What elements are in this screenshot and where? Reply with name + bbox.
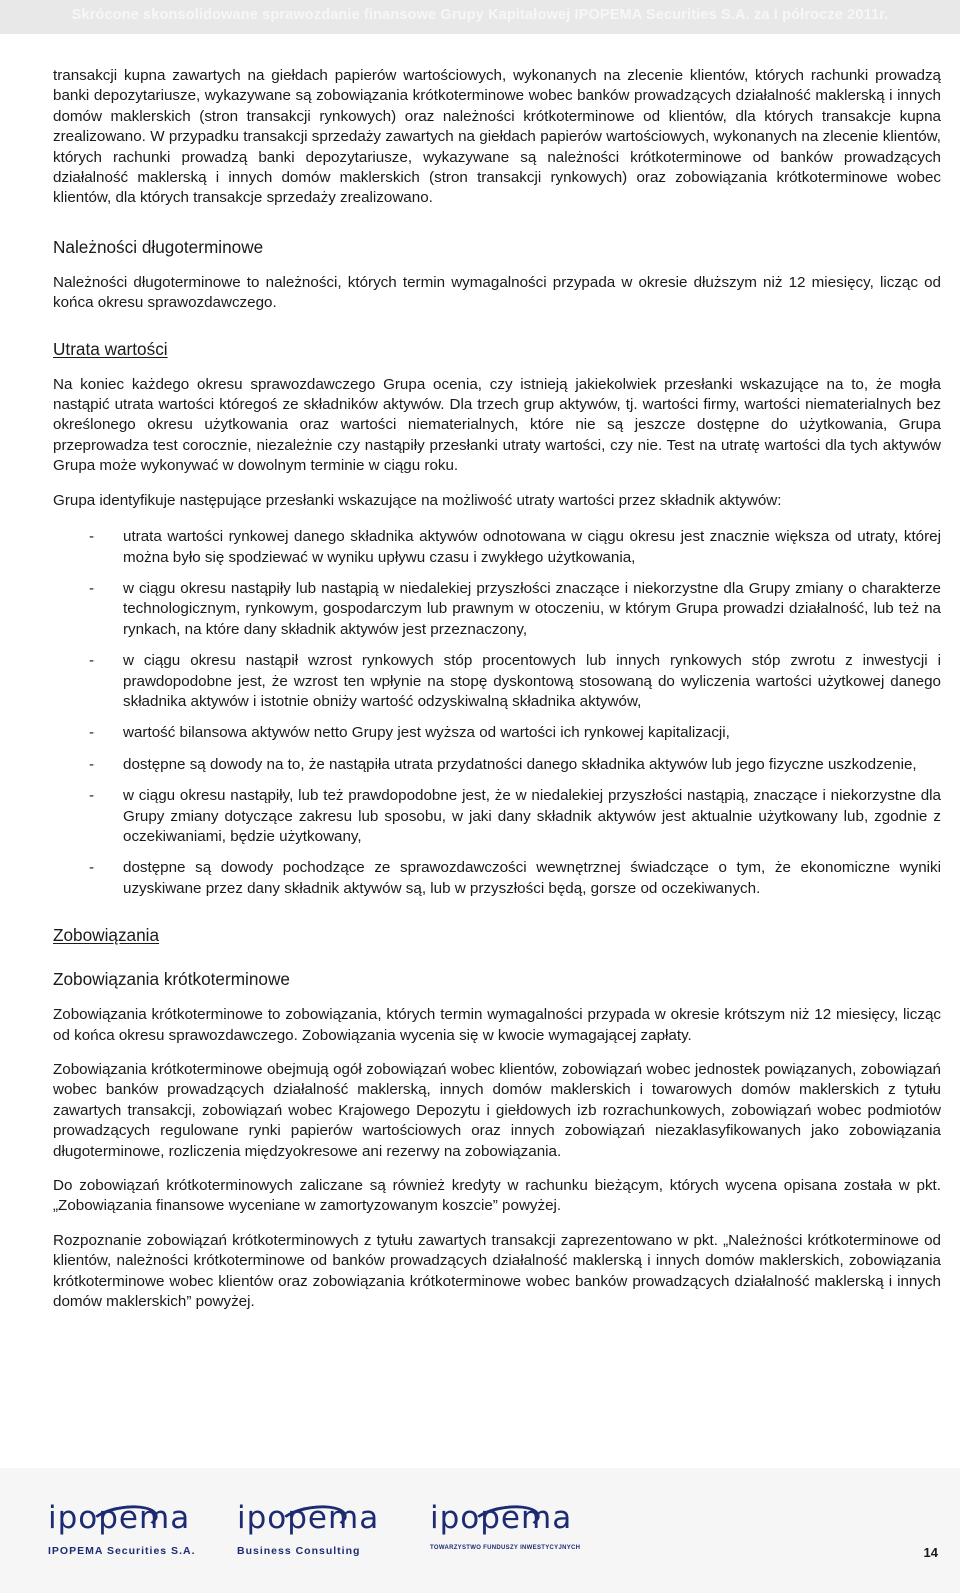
paragraph-liabilities-1: Zobowiązania krótkoterminowe to zobowiązania, których termin wymagalności przypada w okresie krótszym niż 12 miesięcy, licząc od końca okresu sprawozdawczego. Zobowiązania wycenia się w kwocie wymagającej zapłaty. [53,1006,941,1044]
list-dash: - [89,528,95,546]
page-number: 14 [923,1545,938,1560]
logo-subtitle: Business Consulting [237,1545,361,1557]
logo-wordmark: ipopema [48,1500,191,1536]
paragraph-liabilities-3: Do zobowiązań krótkoterminowych zaliczane są również kredyty w rachunku bieżącym, których wycena opisana została w pkt. „Zobowiązania finansowe wyceniane w zamortyzowanym koszcie” powyżej. [53,1177,941,1215]
impairment-indicators-list [53,527,941,899]
list-item [53,858,941,899]
logo-ipopema-tfi [430,1500,580,1564]
list-dash: - [89,724,95,742]
page-header [0,0,960,34]
paragraph-impairment-2: Grupa identyfikuje następujące przesłanki wskazujące na możliwość utraty wartości przez składnik aktywów: [53,491,782,509]
heading-long-term-receivables: Należności długoterminowe [53,236,264,257]
list-item [53,527,941,568]
paragraph-liabilities-2: Zobowiązania krótkoterminowe obejmują ogół zobowiązań wobec klientów, zobowiązań wobec jednostek powiązanych, zobowiązań wobec banków prowadzących działalność maklerską, innych domów maklerskich i towarowych domów maklerskich z tytułu zawartych transakcji, zobowiązań wobec Krajowego Depozytu i giełdowych izb rozrachunkowych, zobowiązań wobec podmiotów prowadzących regulowane rynki papierów wartościowych oraz innych zobowiązań niezaklasyfikowanych jako zobowiązania długoterminowe, rozliczenia międzyokresowe ani rezerwy na zobowiązania. [53,1061,941,1160]
page-footer [0,1468,960,1593]
list-item [53,579,941,640]
logo-ipopema-business-consulting [237,1500,387,1564]
list-item-text: dostępne są dowody na to, że nastąpiła utrata przydatności danego składnika aktywów lub jego fizyczne uszkodzenie, [123,755,917,773]
list-dash: - [89,859,95,877]
heading-liabilities: Zobowiązania [53,925,160,946]
header-title: Skrócone skonsolidowane sprawozdanie finansowe Grupy Kapitałowej IPOPEMA Securities S.A. za I półrocze 2011r. [71,7,889,23]
list-dash: - [89,755,95,773]
logo-wordmark: ipopema [430,1500,573,1536]
logo-subtitle: TOWARZYSTWO FUNDUSZY INWESTYCYJNYCH [430,1545,581,1551]
list-item [53,723,941,743]
heading-short-term-liabilities: Zobowiązania krótkoterminowe [53,969,290,990]
list-dash: - [89,787,95,805]
paragraph-liabilities-4: Rozpoznanie zobowiązań krótkoterminowych z tytułu zawartych transakcji zaprezentowano w pkt. „Należności krótkoterminowe od klientów, należności krótkoterminowe od banków prowadzących działalność maklerską i innych domów maklerskich, zobowiązania krótkoterminowe wobec klientów oraz zobowiązania krótkoterminowe wobec banków prowadzących działalność maklerską i innych domów maklerskich” powyżej. [53,1231,941,1311]
list-item-text: w ciągu okresu nastąpił wzrost rynkowych stóp procentowych lub innych rynkowych stóp zwrotu z inwestycji i prawdopodobne jest, że wzrost ten wpłynie na stopę dyskontową stosowaną do wyliczenia wartości użytkowej danego składnika aktywów i istotnie obniży wartość odzyskiwalną składnika aktywów, [123,652,941,710]
list-item-text: utrata wartości rynkowej danego składnika aktywów odnotowana w ciągu okresu jest znacznie większa od utraty, której można było się spodziewać w wyniku upływu czasu i zwykłego użytkowania, [123,528,941,566]
list-item-text: w ciągu okresu nastąpiły, lub też prawdopodobne jest, że w niedalekiej przyszłości nastąpią, znaczące i niekorzystne dla Grupy zmiany dotyczące zakresu lub sposobu, w jaki dany składnik aktywów jest aktualnie użytkowany lub, zgodnie z oczekiwaniami, będzie użytkowany, [123,787,941,845]
list-dash: - [89,579,95,597]
list-dash: - [89,652,95,670]
heading-impairment: Utrata wartości [53,338,168,359]
logo-subtitle: IPOPEMA Securities S.A. [48,1545,196,1557]
list-item [53,786,941,847]
document-body [53,66,941,1326]
paragraph-impairment-1: Na koniec każdego okresu sprawozdawczego Grupa ocenia, czy istnieją jakiekolwiek przesłanki wskazujące na to, że mogła nastąpić utrata wartości któregoś ze składników aktywów. Dla trzech grup aktywów, tj. wartości firmy, wartości niematerialnych bez określonego okresu użytkowania oraz wartości niematerialnych, które nie są jeszcze dostępne do użytkowania, Grupa przeprowadza test corocznie, niezależnie czy nastąpiły przesłanki utraty wartości, czy nie. Test na utratę wartości dla tych aktywów Grupa może wykonywać w dowolnym terminie w ciągu roku. [53,375,941,475]
paragraph-intro: transakcji kupna zawartych na giełdach papierów wartościowych, wykonanych na zlecenie klientów, których rachunki prowadzą banki depozytariusze, wykazywane są zobowiązania krótkoterminowe wobec banków prowadzących działalność maklerską i innych domów maklerskich (stron transakcji rynkowych) oraz należności krótkoterminowe od klientów, dla których transakcje kupna zrealizowano. W przypadku transakcji sprzedaży zawartych na giełdach papierów wartościowych, wykonanych na zlecenie klientów, których rachunki prowadzą banki depozytariusze, wykazywane są należności krótkoterminowe od banków prowadzących działalność maklerską i innych domów maklerskich (stron transakcji rynkowych) oraz zobowiązania krótkoterminowe wobec klientów, dla których transakcje sprzedaży zrealizowano. [53,67,941,207]
list-item-text: w ciągu okresu nastąpiły lub nastąpią w niedalekiej przyszłości znaczące i niekorzystne dla Grupy zmiany o charakterze technologicznym, rynkowym, gospodarczym lub prawnym w otoczeniu, w którym Grupa prowadzi działalność, lub też na rynkach, na które dany składnik aktywów jest przeznaczony, [123,579,941,638]
logo-wordmark: ipopema [237,1500,380,1536]
paragraph-long-term-receivables: Należności długoterminowe to należności, których termin wymagalności przypada w okresie dłuższym niż 12 miesięcy, licząc od końca okresu sprawozdawczego. [53,273,941,312]
logo-ipopema-securities [48,1500,198,1564]
list-item-text: dostępne są dowody pochodzące ze sprawozdawczości wewnętrznej świadczące o tym, że ekonomiczne wyniki uzyskiwane przez dany składnik aktywów są, lub w przyszłości będą, gorsze od oczekiwanych. [123,859,941,897]
list-item-text: wartość bilansowa aktywów netto Grupy jest wyższa od wartości ich rynkowej kapitalizacji, [123,724,730,742]
list-item [53,755,941,775]
list-item [53,651,941,712]
